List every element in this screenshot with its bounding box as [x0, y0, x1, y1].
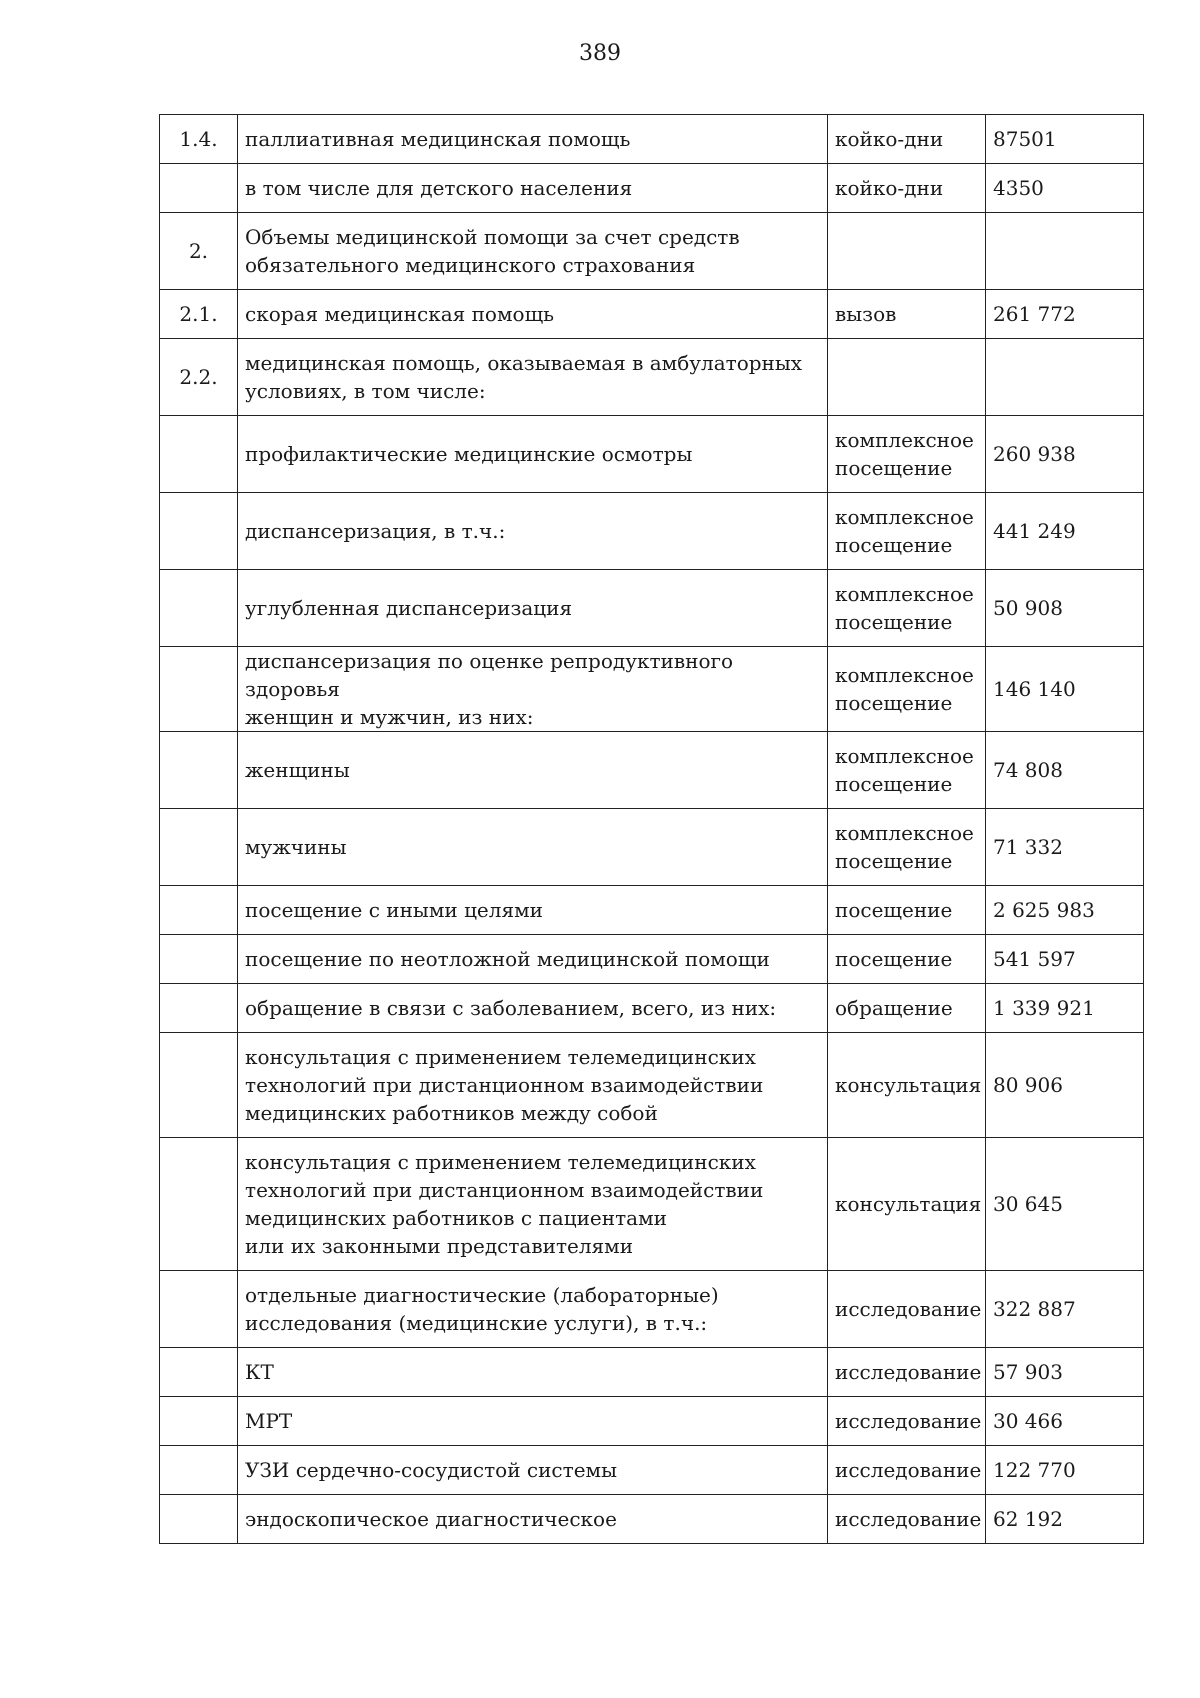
- row-value-cell: [986, 1138, 1144, 1271]
- row-name-text: Объемы медицинской помощи за счет средств обязательного медицинского страхования: [245, 225, 740, 277]
- row-value-text: 80 906: [993, 1073, 1063, 1097]
- table-row: [160, 809, 1144, 886]
- row-name-text: профилактические медицинские осмотры: [245, 442, 693, 466]
- row-number-cell: [160, 732, 238, 809]
- row-name-cell: [238, 647, 828, 732]
- row-unit-cell: [828, 647, 986, 732]
- table-row: [160, 416, 1144, 493]
- row-name-cell: [238, 1495, 828, 1544]
- row-number-text: 2.: [188, 239, 209, 263]
- row-name-text: медицинская помощь, оказываемая в амбулаторных условиях, в том числе:: [245, 351, 803, 403]
- row-name-cell: [238, 1033, 828, 1138]
- row-unit-cell: [828, 984, 986, 1033]
- row-name-text: УЗИ сердечно-сосудистой системы: [245, 1458, 618, 1482]
- row-name-text: диспансеризация, в т.ч.:: [245, 519, 506, 543]
- row-name-cell: [238, 809, 828, 886]
- row-value-cell: [986, 339, 1144, 416]
- row-name-cell: [238, 115, 828, 164]
- table-row: [160, 1138, 1144, 1271]
- row-name-cell: [238, 570, 828, 647]
- table-row: [160, 290, 1144, 339]
- row-unit-text: комплексное посещение: [835, 744, 974, 796]
- table-row: [160, 1348, 1144, 1397]
- row-value-cell: [986, 984, 1144, 1033]
- row-number-cell: [160, 984, 238, 1033]
- row-name-cell: [238, 1397, 828, 1446]
- row-value-cell: [986, 886, 1144, 935]
- row-unit-text: койко-дни: [835, 127, 944, 151]
- row-unit-cell: [828, 115, 986, 164]
- row-name-cell: [238, 732, 828, 809]
- row-name-cell: [238, 416, 828, 493]
- row-name-text: эндоскопическое диагностическое: [245, 1507, 617, 1531]
- table-row: [160, 886, 1144, 935]
- row-value-text: 30 466: [993, 1409, 1063, 1433]
- row-unit-text: комплексное посещение: [835, 663, 974, 715]
- row-value-cell: [986, 115, 1144, 164]
- row-unit-text: комплексное посещение: [835, 428, 974, 480]
- row-value-cell: [986, 164, 1144, 213]
- table-row: [160, 570, 1144, 647]
- table-row: [160, 115, 1144, 164]
- row-unit-text: исследование: [835, 1409, 982, 1433]
- table-row: [160, 213, 1144, 290]
- row-number-cell: [160, 493, 238, 570]
- row-unit-cell: [828, 416, 986, 493]
- row-value-cell: [986, 1446, 1144, 1495]
- row-number-cell: [160, 115, 238, 164]
- row-name-cell: [238, 1271, 828, 1348]
- row-name-text: мужчины: [245, 835, 347, 859]
- row-number-cell: [160, 647, 238, 732]
- row-number-cell: [160, 1271, 238, 1348]
- row-value-text: 62 192: [993, 1507, 1063, 1531]
- row-number-cell: [160, 1495, 238, 1544]
- row-unit-cell: [828, 339, 986, 416]
- table-row: [160, 1446, 1144, 1495]
- row-unit-text: комплексное посещение: [835, 821, 974, 873]
- row-value-cell: [986, 570, 1144, 647]
- row-name-cell: [238, 1348, 828, 1397]
- row-value-cell: [986, 732, 1144, 809]
- row-name-cell: [238, 1446, 828, 1495]
- row-value-text: 57 903: [993, 1360, 1063, 1384]
- row-value-text: 122 770: [993, 1458, 1076, 1482]
- row-unit-cell: [828, 935, 986, 984]
- row-number-cell: [160, 570, 238, 647]
- row-name-text: КТ: [245, 1360, 274, 1384]
- row-unit-cell: [828, 164, 986, 213]
- table-row: [160, 493, 1144, 570]
- row-number-cell: [160, 164, 238, 213]
- row-unit-cell: [828, 886, 986, 935]
- row-value-cell: [986, 1495, 1144, 1544]
- table-body: [160, 115, 1144, 1544]
- row-number-cell: [160, 1348, 238, 1397]
- row-unit-text: консультация: [835, 1073, 982, 1097]
- row-value-cell: [986, 1033, 1144, 1138]
- row-unit-text: посещение: [835, 898, 953, 922]
- row-unit-cell: [828, 570, 986, 647]
- row-name-cell: [238, 984, 828, 1033]
- row-value-cell: [986, 809, 1144, 886]
- row-unit-text: комплексное посещение: [835, 582, 974, 634]
- row-name-cell: [238, 493, 828, 570]
- row-name-text: диспансеризация по оценке репродуктивного здоровья женщин и мужчин, из них:: [245, 649, 734, 729]
- row-number-text: 2.1.: [179, 302, 218, 326]
- row-unit-cell: [828, 809, 986, 886]
- row-value-cell: [986, 290, 1144, 339]
- row-value-text: 87501: [993, 127, 1057, 151]
- row-value-cell: [986, 1397, 1144, 1446]
- row-value-cell: [986, 935, 1144, 984]
- row-value-cell: [986, 416, 1144, 493]
- row-name-cell: [238, 290, 828, 339]
- row-name-text: консультация с применением телемедицинских технологий при дистанционном взаимодействии медицинских работников между собой: [245, 1045, 764, 1125]
- row-unit-cell: [828, 1495, 986, 1544]
- row-name-cell: [238, 935, 828, 984]
- table-row: [160, 935, 1144, 984]
- table-row: [160, 1033, 1144, 1138]
- row-number-text: 1.4.: [179, 127, 218, 151]
- row-value-text: 1 339 921: [993, 996, 1095, 1020]
- table-row: [160, 732, 1144, 809]
- row-number-text: 2.2.: [179, 365, 218, 389]
- row-value-text: 30 645: [993, 1192, 1063, 1216]
- row-value-cell: [986, 647, 1144, 732]
- table-row: [160, 984, 1144, 1033]
- row-unit-text: вызов: [835, 302, 897, 326]
- row-name-cell: [238, 213, 828, 290]
- row-number-cell: [160, 339, 238, 416]
- row-unit-text: посещение: [835, 947, 953, 971]
- row-name-text: в том числе для детского населения: [245, 176, 633, 200]
- row-name-text: паллиативная медицинская помощь: [245, 127, 631, 151]
- row-unit-cell: [828, 290, 986, 339]
- row-value-cell: [986, 213, 1144, 290]
- table-row: [160, 647, 1144, 732]
- row-name-text: МРТ: [245, 1409, 293, 1433]
- row-name-text: обращение в связи с заболеванием, всего, из них:: [245, 996, 777, 1020]
- row-unit-text: обращение: [835, 996, 953, 1020]
- row-value-text: 541 597: [993, 947, 1076, 971]
- row-unit-cell: [828, 1446, 986, 1495]
- row-unit-cell: [828, 1271, 986, 1348]
- row-number-cell: [160, 1397, 238, 1446]
- row-value-text: 2 625 983: [993, 898, 1095, 922]
- row-name-text: посещение с иными целями: [245, 898, 543, 922]
- row-name-cell: [238, 886, 828, 935]
- row-value-text: 441 249: [993, 519, 1076, 543]
- row-number-cell: [160, 290, 238, 339]
- row-value-cell: [986, 1348, 1144, 1397]
- row-name-text: консультация с применением телемедицинских технологий при дистанционном взаимодействии медицинских работников с пациентами или их законными представителями: [245, 1150, 764, 1258]
- row-unit-cell: [828, 1033, 986, 1138]
- row-unit-cell: [828, 1138, 986, 1271]
- row-name-text: углубленная диспансеризация: [245, 596, 573, 620]
- row-unit-cell: [828, 493, 986, 570]
- row-value-text: 4350: [993, 176, 1044, 200]
- row-name-text: скорая медицинская помощь: [245, 302, 555, 326]
- row-name-cell: [238, 339, 828, 416]
- row-value-text: 50 908: [993, 596, 1063, 620]
- row-value-text: 322 887: [993, 1297, 1076, 1321]
- row-name-cell: [238, 1138, 828, 1271]
- row-unit-text: койко-дни: [835, 176, 944, 200]
- row-value-text: 260 938: [993, 442, 1076, 466]
- page-number: 389: [579, 41, 621, 66]
- row-unit-text: исследование: [835, 1297, 982, 1321]
- row-name-text: отдельные диагностические (лабораторные) исследования (медицинские услуги), в т.ч.:: [245, 1283, 719, 1335]
- row-unit-cell: [828, 1348, 986, 1397]
- medical-volumes-table: [159, 114, 1144, 1544]
- table-row: [160, 339, 1144, 416]
- row-number-cell: [160, 935, 238, 984]
- row-unit-text: исследование: [835, 1507, 982, 1531]
- row-unit-text: комплексное посещение: [835, 505, 974, 557]
- row-unit-cell: [828, 732, 986, 809]
- row-value-text: 146 140: [993, 677, 1076, 701]
- row-value-cell: [986, 493, 1144, 570]
- table-row: [160, 164, 1144, 213]
- row-unit-text: исследование: [835, 1458, 982, 1482]
- row-name-text: посещение по неотложной медицинской помощи: [245, 947, 770, 971]
- row-unit-text: консультация: [835, 1192, 982, 1216]
- table-row: [160, 1495, 1144, 1544]
- row-name-text: женщины: [245, 758, 350, 782]
- table-row: [160, 1397, 1144, 1446]
- row-number-cell: [160, 1446, 238, 1495]
- row-number-cell: [160, 1033, 238, 1138]
- row-unit-cell: [828, 213, 986, 290]
- row-number-cell: [160, 213, 238, 290]
- row-unit-cell: [828, 1397, 986, 1446]
- row-number-cell: [160, 416, 238, 493]
- row-number-cell: [160, 1138, 238, 1271]
- row-name-cell: [238, 164, 828, 213]
- row-number-cell: [160, 809, 238, 886]
- row-unit-text: исследование: [835, 1360, 982, 1384]
- row-value-text: 261 772: [993, 302, 1076, 326]
- table-row: [160, 1271, 1144, 1348]
- row-value-text: 74 808: [993, 758, 1063, 782]
- row-number-cell: [160, 886, 238, 935]
- row-value-cell: [986, 1271, 1144, 1348]
- row-value-text: 71 332: [993, 835, 1063, 859]
